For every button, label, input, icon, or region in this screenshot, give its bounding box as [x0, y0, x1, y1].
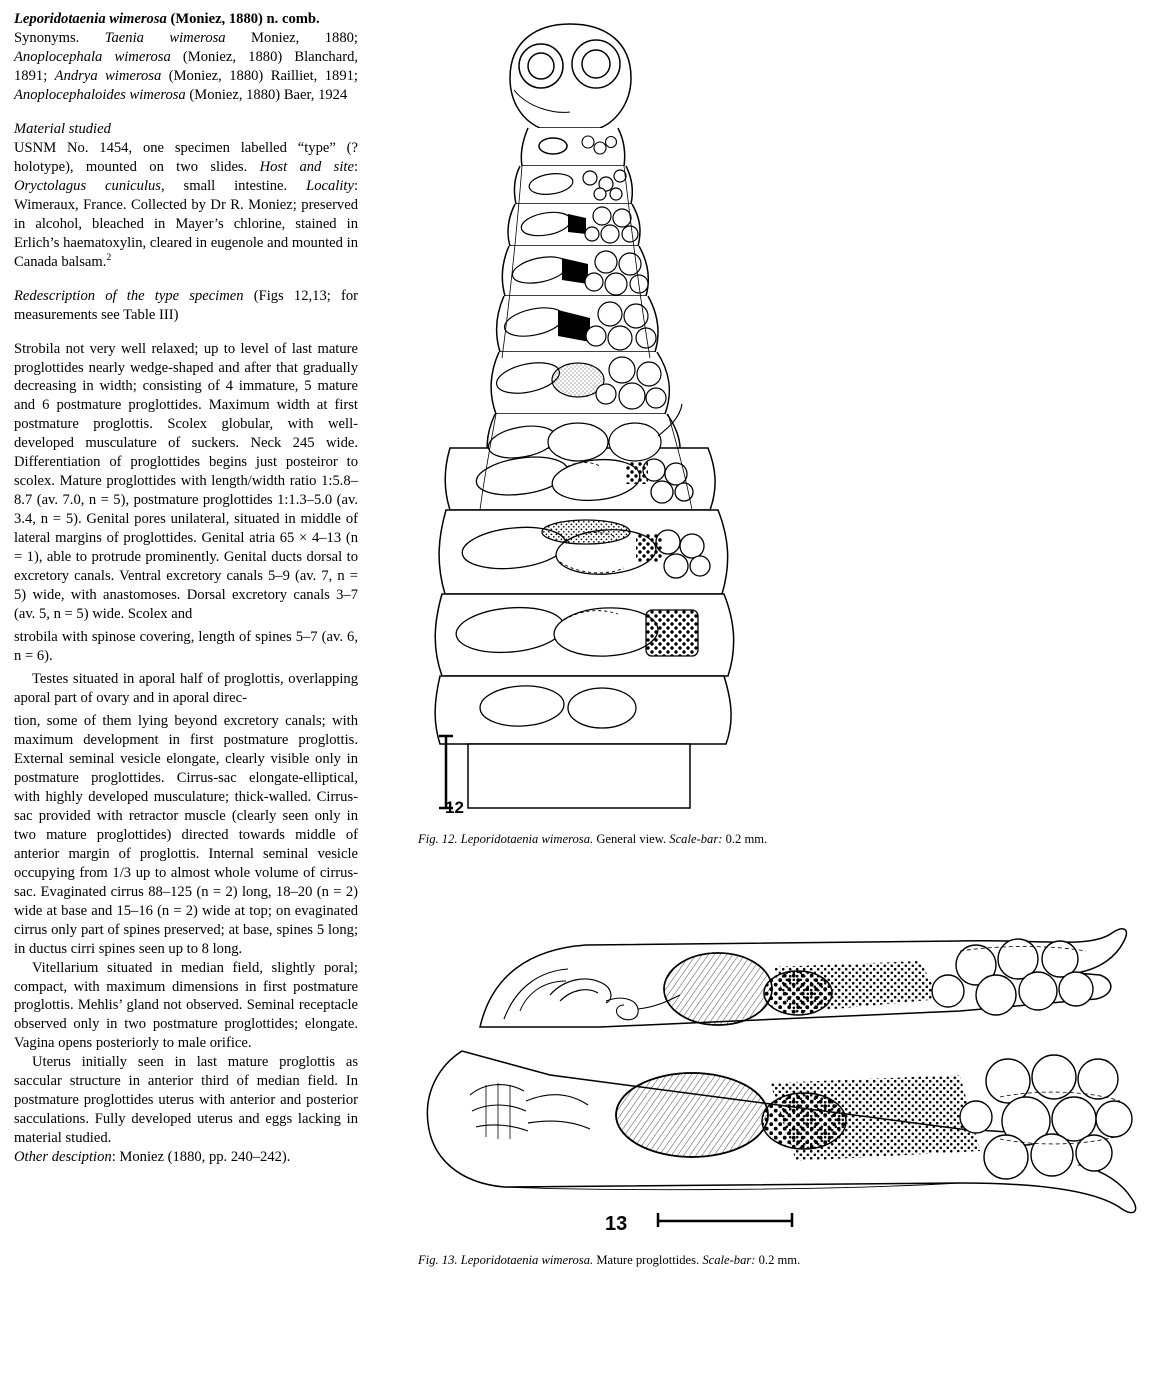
- paragraph-1: Strobila not very well relaxed; up to level of last mature proglottides nearly wedge-shaped and after that gradually decreasing in width; consisting of 4 immature, 5 mature and 6 postmature proglottides. Maximum width at first postmature proglottis. Scolex globular, with well-developed musculature of suckers. Neck 245 wide. Differentiation of proglottides begins just posteiror to scolex. Mature proglottides with length/width ratio 1:5.8–8.7 (av. 7.0, n = 5), postmature proglottides 1:1.3–5.0 (av. 3.4, n = 5). Genital pores unilateral, situated in middle of lateral margins of proglottides. Genital atria 65 × 4–13 (n = 1), able to protrude prominently. Genital ducts dorsal to excretory canals. Ventral excretory canals 5–9 (av. 7, n = 5) wide, with anastomoses. Dorsal excretory canals 3–7 (av. 5, n = 5) wide. Scolex and: [14, 340, 358, 623]
- figure-13-number: 13: [605, 1213, 628, 1235]
- species-name: Leporidotaenia wimerosa: [14, 11, 167, 27]
- text-column: [14, 10, 358, 1167]
- figure-12-illustration: [410, 18, 1150, 818]
- paragraph-6: Uterus initially seen in last mature proglottis as saccular structure in anterior third of median field. In postmature proglottides uterus with anterior and posterior sacculations. Fully developed uterus and eggs lacking in material studied.: [14, 1054, 358, 1147]
- redescription-heading: Redescription of the type specimen (Figs 12,13; for measurements see Table III): [14, 287, 358, 323]
- paragraph-4: tion, some of them lying beyond excretory canals; with maximum development in first postmature proglottis. External seminal vesicle elongate, clearly visible only in postmature proglottides. Cirrus-sac elongate-elliptical, with highly developed musculature; thick-walled. Cirrus-sac provided with retractor muscle (clearly seen only in two mature proglottides) directed towards middle of anterior margin of proglottis. Internal seminal vesicle occupying from 1/3 up to almost whole volume of cirrus-sac. Evaginated cirrus 88–125 (n = 2) long, 18–20 (n = 2) wide at base and 15–16 (n = 2) wide at top; on evaginated cirrus only part of spines preserved; at base, spines 5 long; in ductus cirri spines seen up to 8 long.: [14, 712, 358, 957]
- paragraph-5: Vitellarium situated in median field, slightly poral; compact, with maximum dimensions in first postmature proglottis. Mehlis’ gland not observed. Seminal receptacle observed only in two postmature proglottides; elongate. Vagina opens posteriorly to male orifice.: [14, 959, 358, 1052]
- species-authority: (Moniez, 1880) n. comb.: [170, 11, 320, 27]
- figure-13-caption-prefix: Fig. 13.: [418, 1253, 458, 1267]
- figure-12-caption-prefix: Fig. 12.: [418, 832, 458, 846]
- paragraph-2: strobila with spinose covering, length of spines 5–7 (av. 6, n = 6).: [14, 629, 358, 665]
- footnote-marker: 2: [106, 251, 112, 263]
- figure-13-caption-scale-value: 0.2 mm.: [758, 1253, 801, 1267]
- species-heading: [14, 10, 358, 29]
- figure-13-caption: [418, 1253, 848, 1269]
- figure-column: [400, 0, 1157, 1392]
- scale-bar-13: [658, 1213, 792, 1227]
- figure-13-illustration: [400, 915, 1157, 1235]
- figure-13-caption-scale-label: Scale-bar:: [702, 1253, 756, 1267]
- figure-12-number: 12: [445, 798, 464, 817]
- synonyms-paragraph: Synonyms. Taenia wimerosa Moniez, 1880; Anoplocephala wimerosa (Moniez, 1880) Blanchard, 1891; Andrya wimerosa (Moniez, 1880) Railliet, 1891; Anoplocephaloides wimerosa (Moniez, 1880) Baer, 1924: [14, 29, 359, 103]
- figure-12-caption-scale-value: 0.2 mm.: [725, 832, 768, 846]
- paragraph-3: Testes situated in aporal half of proglottis, overlapping aporal part of ovary and in aporal direc-: [14, 671, 358, 706]
- material-paragraph: USNM No. 1454, one specimen labelled “type” (? holotype), mounted on two slides. Host and site: Oryctolagus cuniculus, small intestine. Locality: Wimeraux, France. Collected by Dr R. Moniez; preserved in alcohol, bleached in Mayer’s chlorine, stained in Erlich’s haematoxylin, cleared in eugenole and mounted in Canada balsam.$^2$: [14, 139, 358, 270]
- figure-13-caption-species: Leporidotaenia wimerosa.: [460, 1253, 594, 1267]
- figure-13-caption-view: Mature proglottides.: [596, 1253, 700, 1267]
- material-heading: Material studied: [14, 120, 111, 137]
- synonyms-label: Synonyms.: [14, 29, 80, 46]
- figure-12-caption: [418, 832, 778, 848]
- figure-12-caption-scale-label: Scale-bar:: [669, 832, 723, 846]
- figure-12-caption-species: Leporidotaenia wimerosa.: [460, 832, 594, 846]
- figure-12-caption-view: General view.: [596, 832, 667, 846]
- other-description: Other desciption: Moniez (1880, pp. 240–242).: [14, 1149, 291, 1166]
